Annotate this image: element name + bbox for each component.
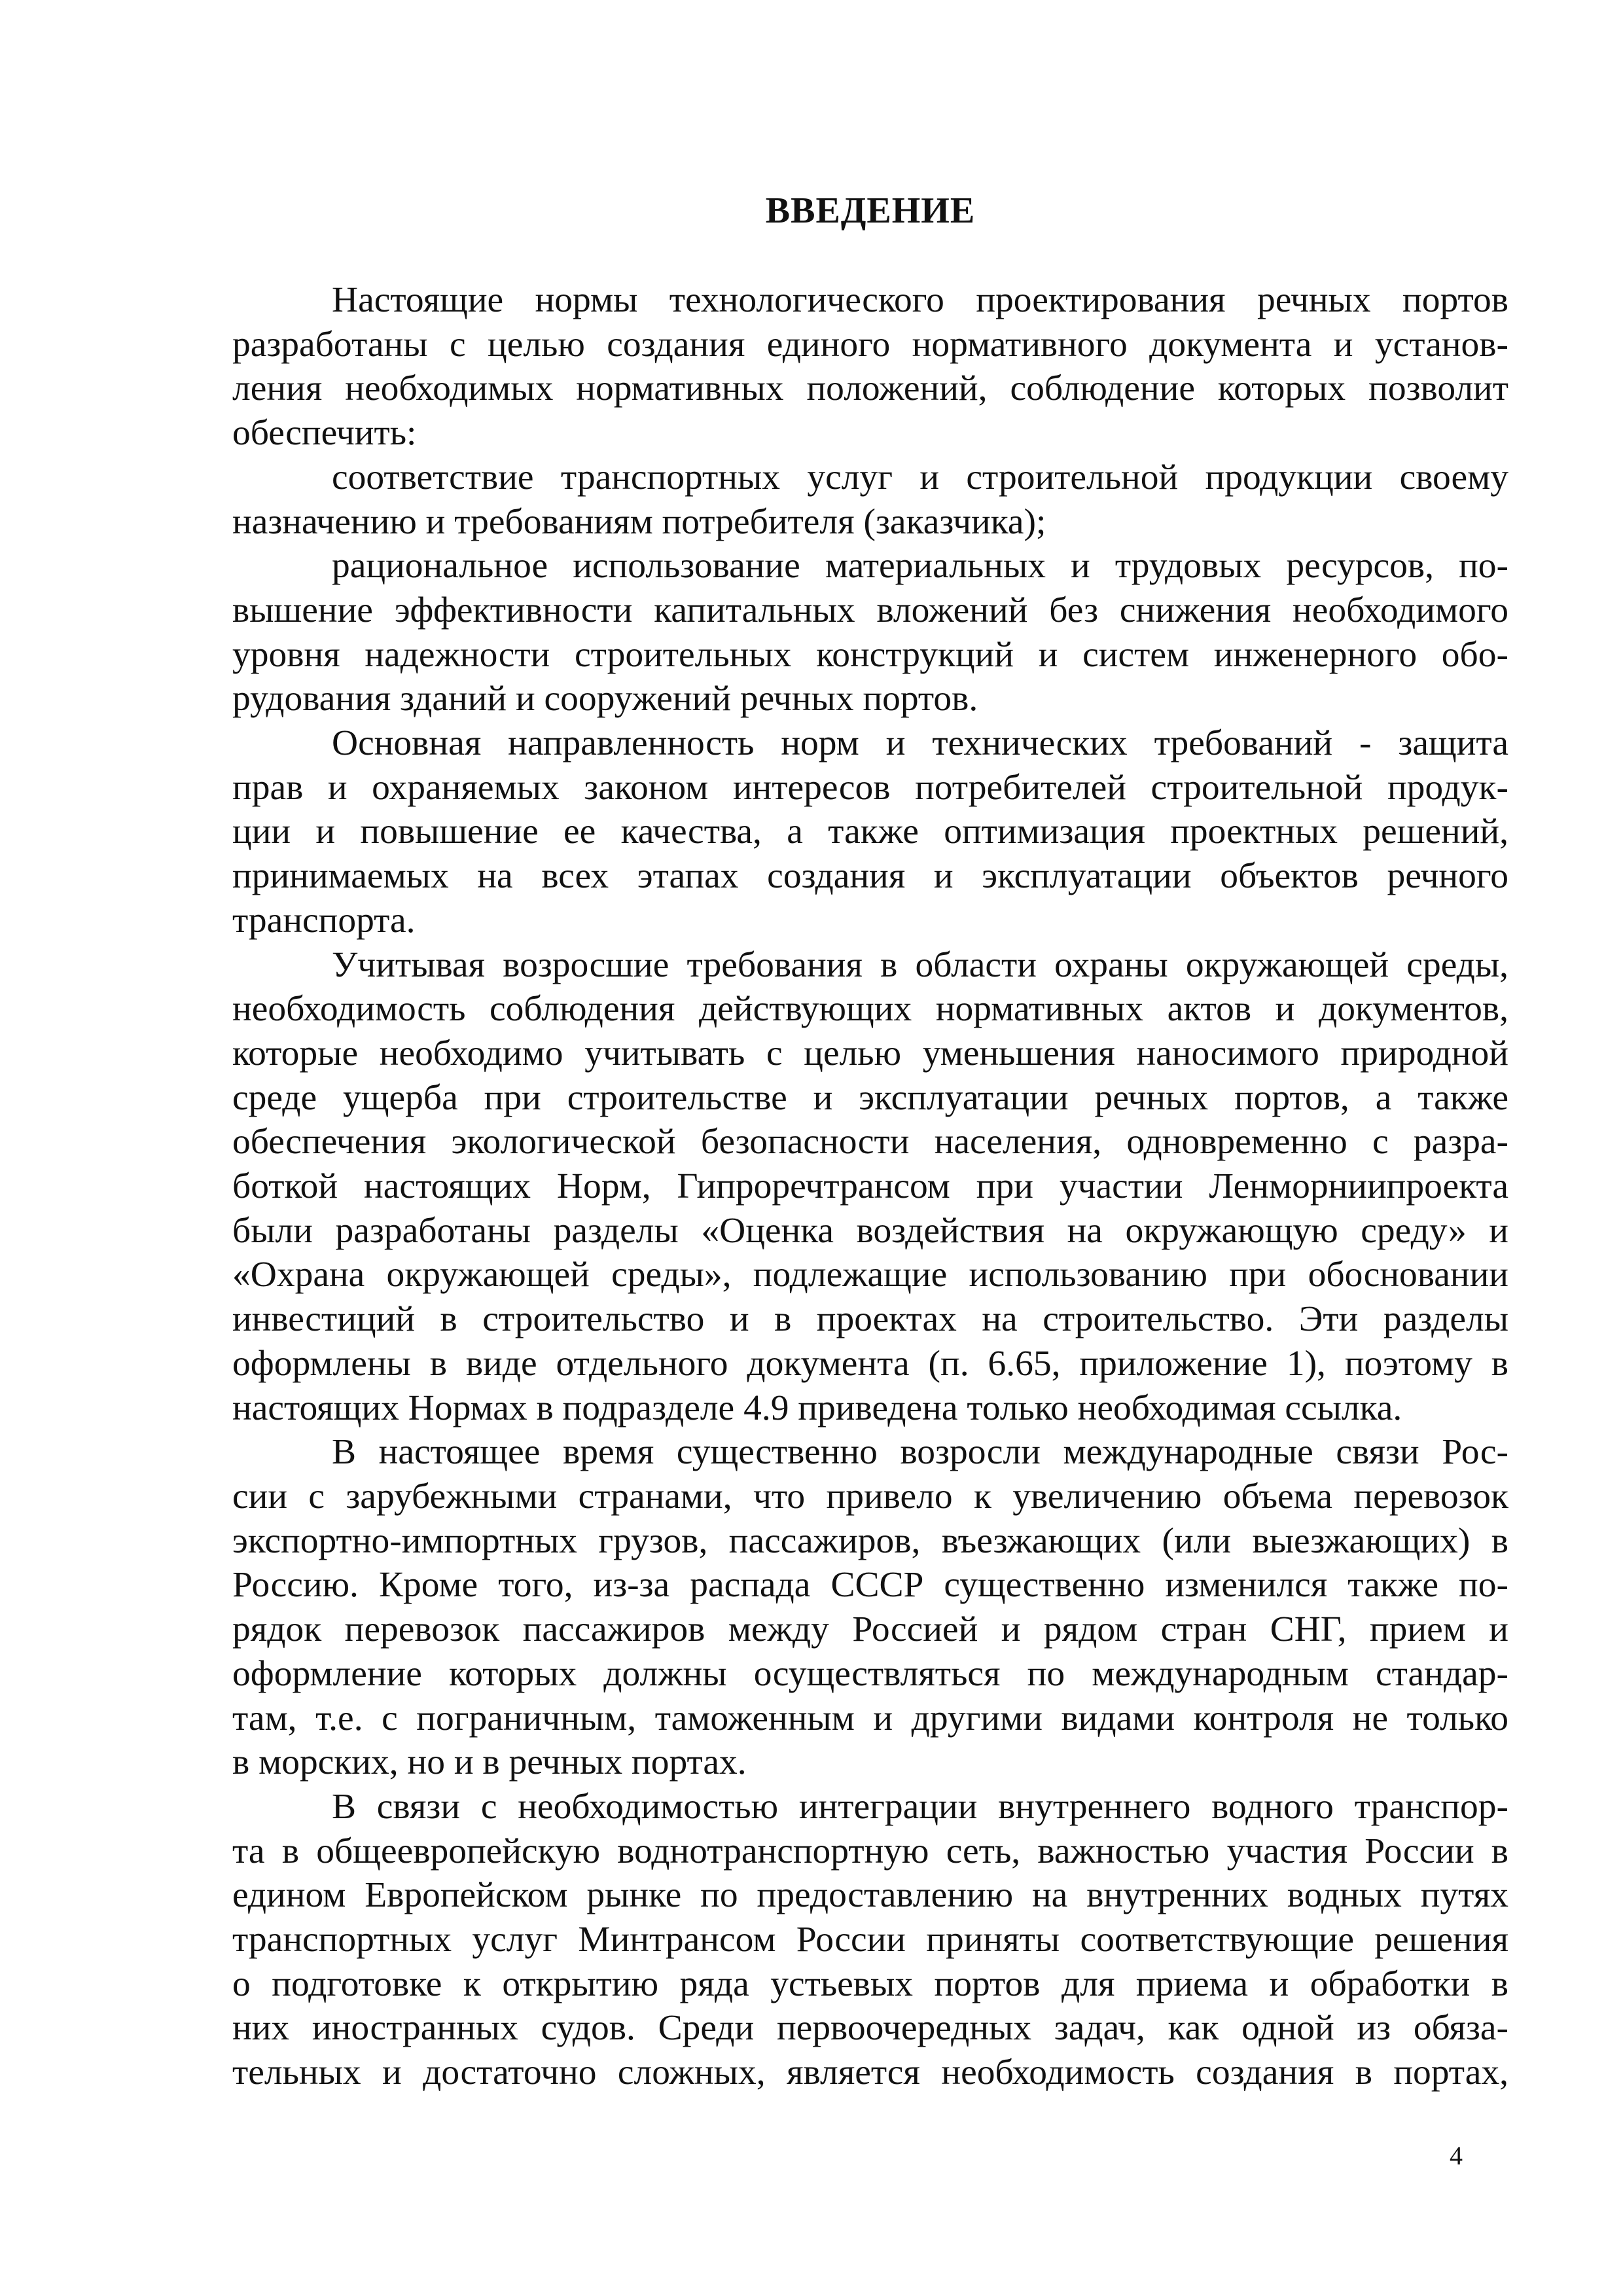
page-number: 4: [1450, 2141, 1463, 2170]
text-line: В настоящее время существенно возросли международные связи Рос-: [332, 1432, 1508, 1473]
text-line: обеспечить:: [232, 413, 417, 454]
document-title: ВВЕДЕНИЕ: [765, 190, 976, 231]
text-line: та в общеевропейскую воднотранспортную сеть, важностью участия России в: [232, 1831, 1508, 1871]
text-line: о подготовке к открытию ряда устьевых портов для приема и обработки в: [232, 1964, 1508, 2004]
text-line: рядок перевозок пассажиров между Россией и рядом стран СНГ, прием и: [232, 1609, 1508, 1650]
text-line: боткой настоящих Норм, Гипроречтрансом при участии Ленморниипроекта: [232, 1166, 1508, 1207]
text-line: рудования зданий и сооружений речных портов.: [232, 679, 978, 719]
text-line: сии с зарубежными странами, что привело к увеличению объема перевозок: [232, 1476, 1508, 1516]
text-line: экспортно-импортных грузов, пассажиров, въезжающих (или выезжающих) в: [232, 1520, 1508, 1561]
text-line: ления необходимых нормативных положений, соблюдение которых позволит: [232, 368, 1508, 409]
text-line: которые необходимо учитывать с целью уменьшения наносимого природной: [232, 1033, 1508, 1073]
text-line: транспортных услуг Минтрансом России приняты соответствующие решения: [232, 1920, 1508, 1960]
text-line: необходимость соблюдения действующих нормативных актов и документов,: [232, 989, 1508, 1030]
text-line: назначению и требованиям потребителя (заказчика);: [232, 501, 1046, 542]
text-line: принимаемых на всех этапах создания и эксплуатации объектов речного: [232, 856, 1508, 897]
text-line: настоящих Нормах в подразделе 4.9 приведена только необходимая ссылка.: [232, 1388, 1402, 1428]
text-line: «Охрана окружающей среды», подлежащие использованию при обосновании: [232, 1255, 1508, 1295]
text-line: соответствие транспортных услуг и строительной продукции своему: [332, 457, 1508, 497]
text-line: там, т.е. с пограничным, таможенным и другими видами контроля не только: [232, 1698, 1508, 1738]
text-line: уровня надежности строительных конструкций и систем инженерного обо-: [232, 634, 1508, 675]
text-line: Учитывая возросшие требования в области охраны окружающей среды,: [332, 944, 1508, 985]
text-line: Россию. Кроме того, из-за распада СССР существенно изменился также по-: [232, 1565, 1508, 1605]
text-line: Настоящие нормы технологического проектирования речных портов: [332, 280, 1508, 320]
text-line: оформлены в виде отдельного документа (п. 6.65, приложение 1), поэтому в: [232, 1343, 1508, 1384]
text-line: едином Европейском рынке по предоставлению на внутренних водных путях: [232, 1875, 1508, 1916]
text-line: оформление которых должны осуществляться по международным стандар-: [232, 1653, 1508, 1694]
text-line: В связи с необходимостью интеграции внутреннего водного транспор-: [332, 1786, 1508, 1827]
text-line: них иностранных судов. Среди первоочередных задач, как одной из обяза-: [232, 2008, 1508, 2049]
text-line: вышение эффективности капитальных вложений без снижения необходимого: [232, 590, 1508, 630]
text-line: среде ущерба при строительстве и эксплуатации речных портов, а также: [232, 1077, 1508, 1118]
text-line: были разработаны разделы «Оценка воздействия на окружающую среду» и: [232, 1210, 1508, 1251]
text-line: ции и повышение ее качества, а также оптимизация проектных решений,: [232, 812, 1508, 852]
text-line: разработаны с целью создания единого нормативного документа и установ-: [232, 324, 1508, 365]
text-line: транспорта.: [232, 900, 416, 941]
text-line: обеспечения экологической безопасности населения, одновременно с разра-: [232, 1122, 1508, 1162]
text-line: Основная направленность норм и технических требований - защита: [332, 723, 1508, 764]
body-text: [232, 278, 1508, 2095]
text-line: прав и охраняемых законом интересов потребителей строительной продук-: [232, 767, 1508, 808]
text-line: инвестиций в строительство и в проектах на строительство. Эти разделы: [232, 1299, 1508, 1340]
text-line: рациональное использование материальных и трудовых ресурсов, по-: [332, 546, 1508, 586]
text-line: тельных и достаточно сложных, является необходимость создания в портах,: [232, 2053, 1508, 2093]
text-line: в морских, но и в речных портах.: [232, 1742, 747, 1783]
